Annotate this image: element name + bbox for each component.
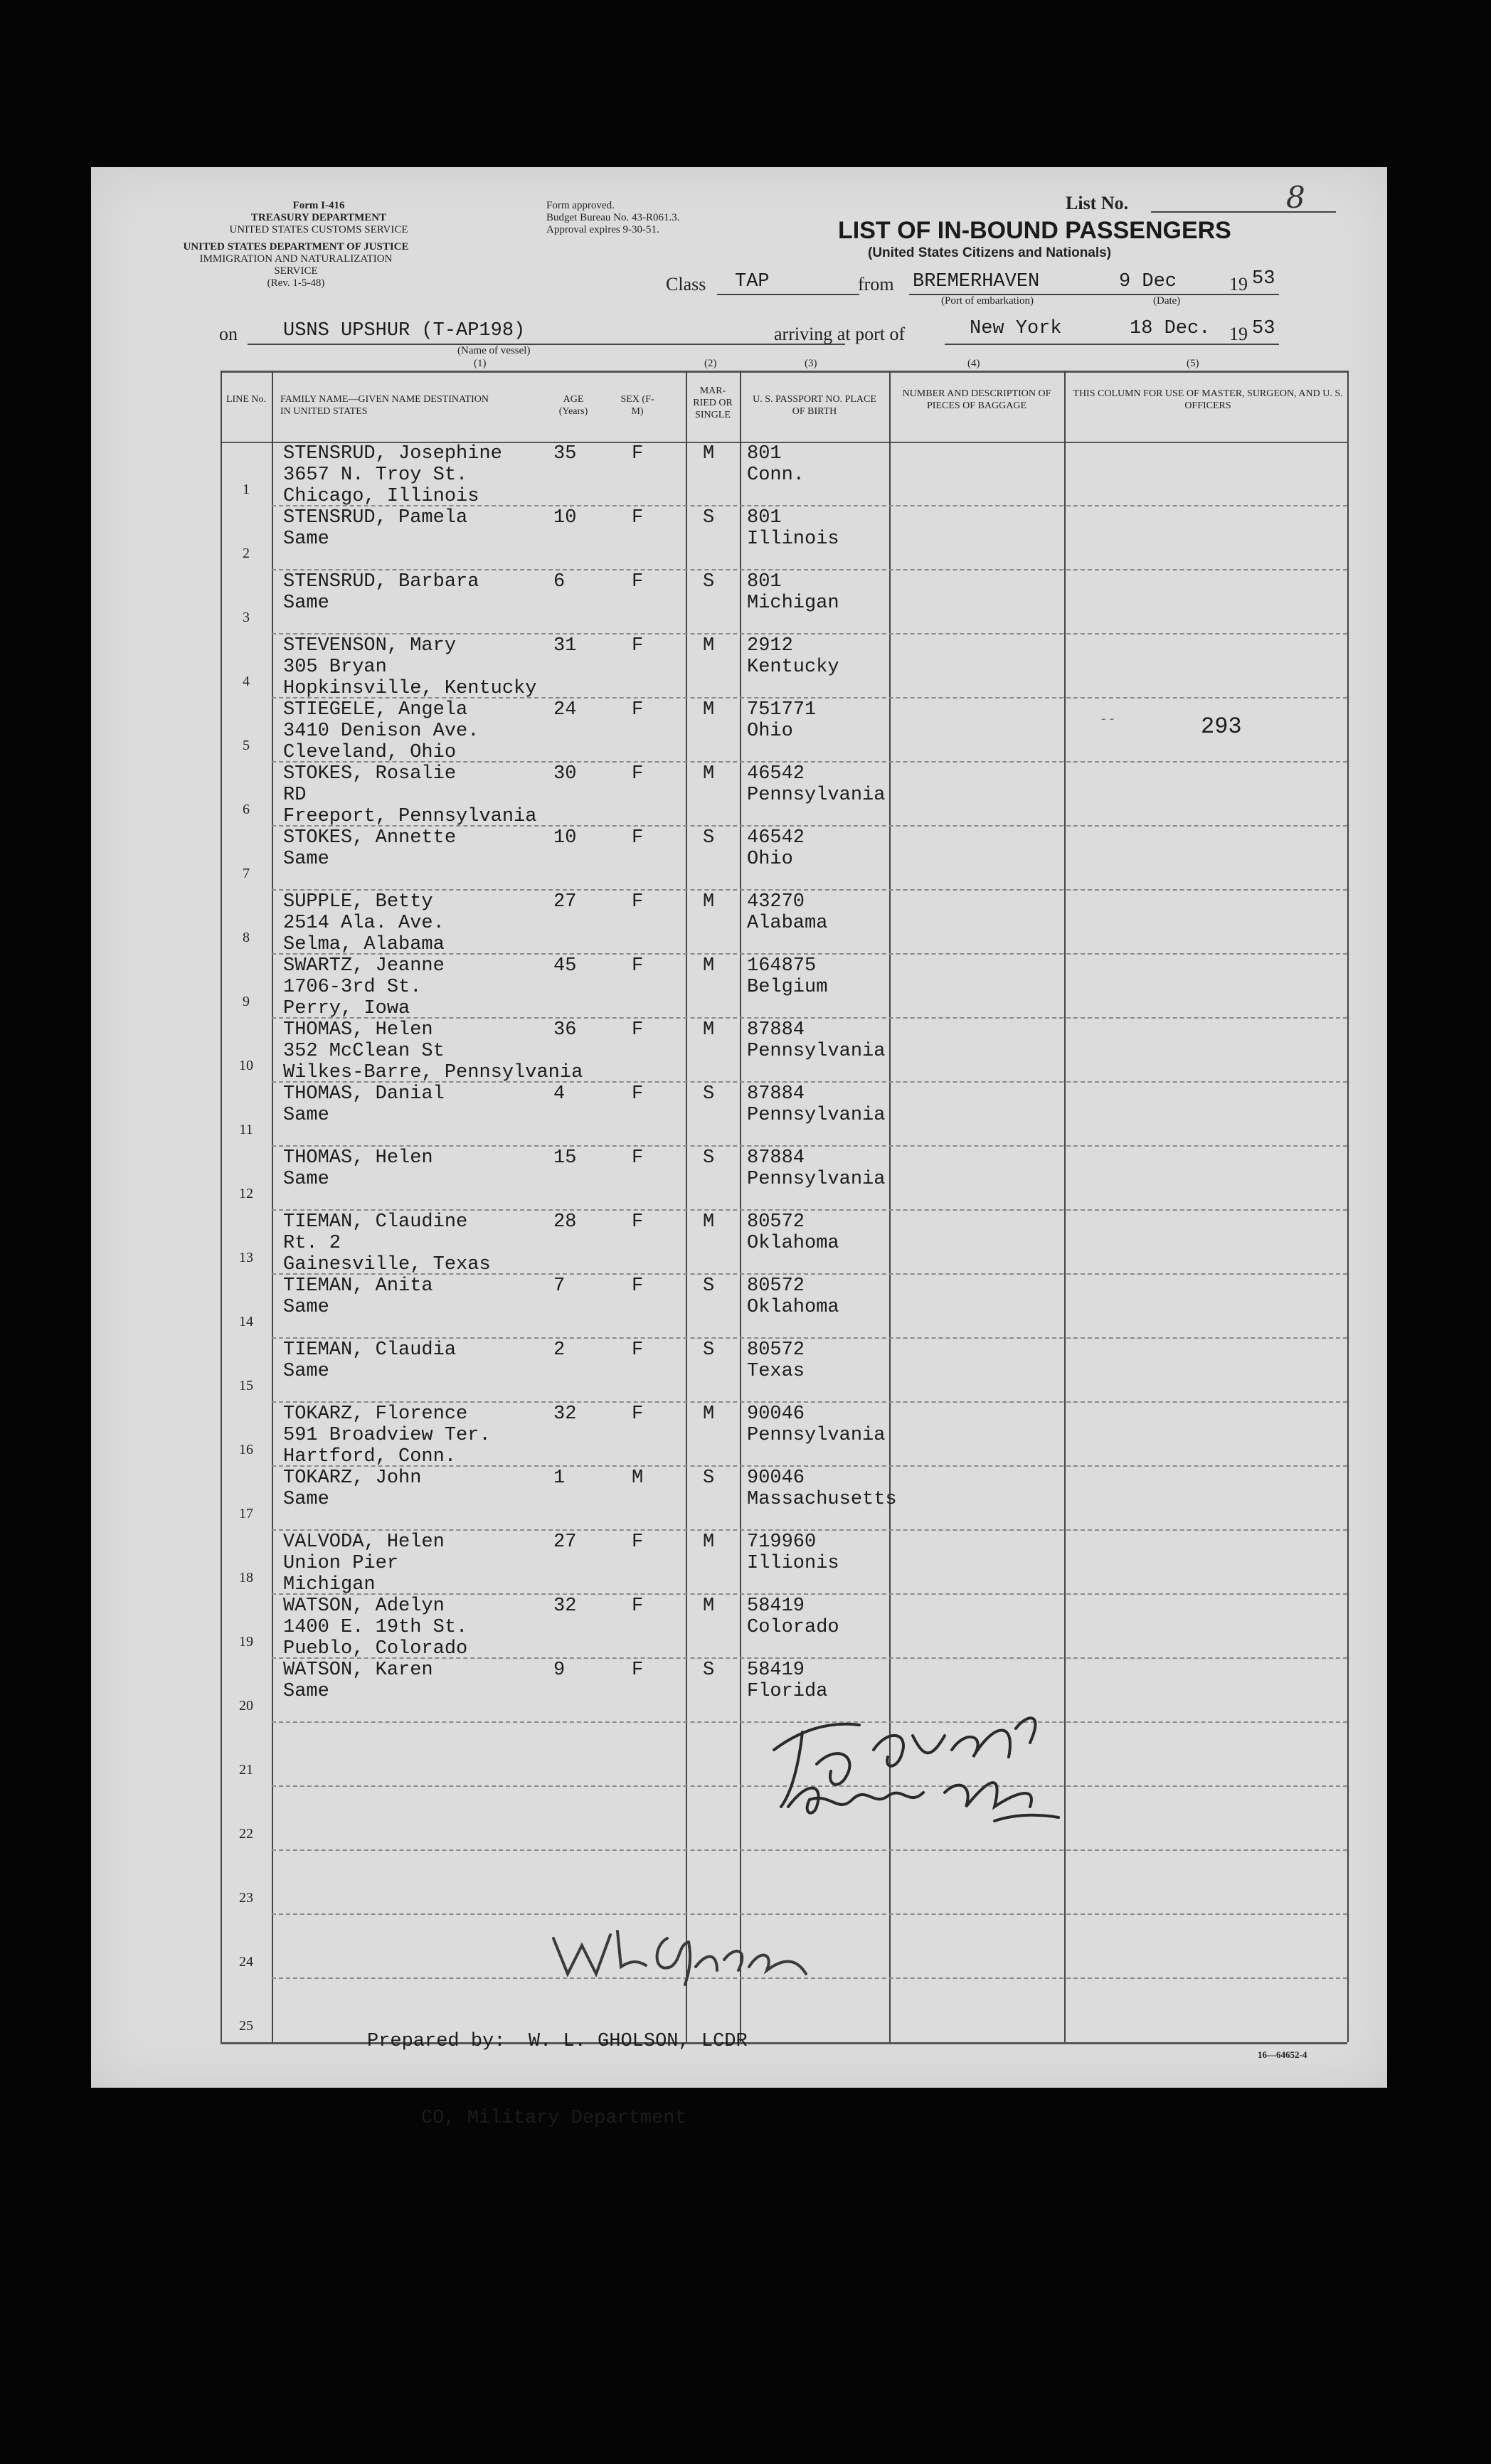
col-head-baggage: NUMBER AND DESCRIPTION OF PIECES OF BAGGAGE xyxy=(902,388,1051,411)
row-sex: F xyxy=(632,1275,644,1297)
row-name: VALVODA, Helen Union Pier Michigan xyxy=(283,1531,445,1595)
row-name: TOKARZ, Florence 591 Broadview Ter. Hartford, Conn. xyxy=(283,1403,491,1467)
row-marital: S xyxy=(703,1083,715,1105)
row-line-number: 4 xyxy=(243,674,250,689)
row-sex: F xyxy=(632,1595,644,1617)
row-sex: F xyxy=(632,571,644,593)
row-sex: F xyxy=(632,443,644,464)
row-marital: M xyxy=(703,1531,715,1553)
form-approved: Form approved. xyxy=(546,200,615,211)
row-sex: F xyxy=(632,1339,644,1361)
table-row xyxy=(91,570,1387,634)
row-name: STIEGELE, Angela 3410 Denison Ave. Cleveland, Ohio xyxy=(283,699,479,763)
row-line-number: 13 xyxy=(239,1250,253,1265)
row-passport: 719960 Illionis xyxy=(747,1531,839,1574)
table-row xyxy=(91,762,1387,826)
port-caption: (Port of embarkation) xyxy=(941,295,1034,307)
approval-block xyxy=(546,200,679,236)
prepared-by-line1: Prepared by: W. L. GHOLSON, LCDR xyxy=(367,2031,748,2052)
row-age: 30 xyxy=(553,763,577,785)
row-name: STENSRUD, Barbara Same xyxy=(283,571,479,614)
row-age: 6 xyxy=(553,571,566,593)
row-age: 7 xyxy=(553,1275,566,1297)
row-line-number: 22 xyxy=(239,1826,253,1842)
row-sex: F xyxy=(632,1211,644,1233)
row-name: SWARTZ, Jeanne 1706-3rd St. Perry, Iowa xyxy=(283,955,445,1019)
row-line-number: 7 xyxy=(243,866,250,881)
row-name: STOKES, Annette Same xyxy=(283,827,457,870)
col-head-married: MAR-RIED OR SINGLE xyxy=(693,386,733,420)
row-age: 28 xyxy=(553,1211,577,1233)
class-underline xyxy=(717,294,859,295)
table-row xyxy=(91,954,1387,1018)
class-label: Class xyxy=(666,274,706,294)
list-no-underline xyxy=(1151,211,1336,213)
row-sex: F xyxy=(632,1660,644,1681)
customs-service: UNITED STATES CUSTOMS SERVICE xyxy=(229,224,408,235)
table-row xyxy=(91,1146,1387,1210)
colnum-4: (4) xyxy=(967,358,980,369)
row-passport: 90046 Pennsylvania xyxy=(747,1403,886,1446)
row-line-number: 12 xyxy=(239,1186,253,1201)
row-sex: F xyxy=(632,635,644,657)
row-name: STENSRUD, Josephine 3657 N. Troy St. Chicago, Illinois xyxy=(283,443,502,507)
row-marital: S xyxy=(703,571,715,593)
row-passport: 2912 Kentucky xyxy=(747,635,839,678)
row-line-number: 5 xyxy=(243,738,250,753)
row-passport: 80572 Texas xyxy=(747,1339,805,1382)
row-sex: F xyxy=(632,1083,644,1105)
table-row xyxy=(91,1786,1387,1850)
row-age: 32 xyxy=(553,1595,577,1617)
row-marital: S xyxy=(703,507,715,529)
row-age: 27 xyxy=(553,891,577,913)
row-passport: 751771 Ohio xyxy=(747,699,817,742)
col-head-passport: U. S. PASSPORT NO. PLACE OF BIRTH xyxy=(753,394,876,417)
colnum-2: (2) xyxy=(704,358,717,369)
row-passport: 80572 Oklahoma xyxy=(747,1275,839,1318)
row-sex: M xyxy=(632,1467,644,1489)
row-age: 35 xyxy=(553,443,577,464)
row-age: 10 xyxy=(553,507,577,529)
table-row xyxy=(91,1466,1387,1530)
row-sex: F xyxy=(632,507,644,529)
row-name: STOKES, Rosalie RD Freeport, Pennsylvania xyxy=(283,763,537,827)
row-passport: 58419 Florida xyxy=(747,1660,828,1702)
ins-service: IMMIGRATION AND NATURALIZATION SERVICE xyxy=(199,253,393,277)
revision: (Rev. 1-5-48) xyxy=(267,277,325,289)
row-age: 1 xyxy=(553,1467,566,1489)
col-head-sex: SEX (F-M) xyxy=(620,394,654,417)
table-top-rule xyxy=(221,371,1347,373)
row-name: TIEMAN, Claudia Same xyxy=(283,1339,457,1382)
row-sex: F xyxy=(632,1019,644,1041)
row-line-number: 9 xyxy=(243,994,250,1009)
row-age: 32 xyxy=(553,1403,577,1425)
table-row xyxy=(91,1402,1387,1466)
row-marital: M xyxy=(703,1403,715,1425)
row-line-number: 14 xyxy=(239,1314,253,1329)
row-sex: F xyxy=(632,827,644,849)
table-row xyxy=(91,1338,1387,1402)
form-number: Form I-416 xyxy=(292,200,345,211)
table-row xyxy=(91,1658,1387,1722)
row-name: WATSON, Adelyn 1400 E. 19th St. Pueblo, Colorado xyxy=(283,1595,468,1660)
row-age: 27 xyxy=(553,1531,577,1553)
row-age: 15 xyxy=(553,1147,577,1169)
col-head-officers: THIS COLUMN FOR USE OF MASTER, SURGEON, AND U. S. OFFICERS xyxy=(1073,388,1343,411)
row-line-number: 1 xyxy=(243,482,250,497)
row-line-number: 25 xyxy=(239,2018,253,2034)
row-name: SUPPLE, Betty 2514 Ala. Ave. Selma, Alabama xyxy=(283,891,445,955)
table-row xyxy=(91,698,1387,762)
row-line-number: 17 xyxy=(239,1506,253,1522)
table-row xyxy=(91,826,1387,890)
row-age: 45 xyxy=(553,955,577,977)
row-age: 31 xyxy=(553,635,577,657)
row-age: 36 xyxy=(553,1019,577,1041)
arrival-underline xyxy=(945,344,1229,345)
row-age: 24 xyxy=(553,699,577,721)
row-passport: 801 Conn. xyxy=(747,443,805,486)
table-row xyxy=(91,1082,1387,1146)
row-passport: 801 Illinois xyxy=(747,507,839,550)
officer-mark: - - xyxy=(1101,711,1115,726)
row-age: 2 xyxy=(553,1339,566,1361)
row-name: THOMAS, Helen Same xyxy=(283,1147,433,1190)
row-marital: M xyxy=(703,699,715,721)
row-sex: F xyxy=(632,1531,644,1553)
row-passport: 46542 Pennsylvania xyxy=(747,763,886,806)
arrival-date: 18 Dec. xyxy=(1130,318,1211,339)
from-value: BREMERHAVEN xyxy=(913,271,1040,292)
row-marital: M xyxy=(703,1019,715,1041)
vessel-colnum: (1) xyxy=(474,358,487,369)
row-passport: 801 Michigan xyxy=(747,571,839,614)
arr-year-underline xyxy=(1222,344,1279,345)
row-name: STENSRUD, Pamela Same xyxy=(283,507,468,550)
row-passport: 87884 Pennsylvania xyxy=(747,1147,886,1190)
row-age: 10 xyxy=(553,827,577,849)
row-marital: M xyxy=(703,1211,715,1233)
row-sex: F xyxy=(632,1147,644,1169)
row-marital: S xyxy=(703,1147,715,1169)
footer-code: 16—64652-4 xyxy=(1258,2049,1307,2060)
row-line-number: 3 xyxy=(243,610,250,625)
row-marital: M xyxy=(703,891,715,913)
dep-year-underline xyxy=(1222,294,1279,295)
arr-year-prefix: 19 xyxy=(1229,324,1248,344)
row-name: TOKARZ, John Same xyxy=(283,1467,422,1510)
table-row xyxy=(91,506,1387,570)
departure-year: 53 xyxy=(1252,268,1275,290)
table-row xyxy=(91,442,1387,506)
approval-expires: Approval expires 9-30-51. xyxy=(546,224,659,235)
dep-year-prefix: 19 xyxy=(1229,274,1248,294)
row-passport: 43270 Alabama xyxy=(747,891,828,934)
from-label: from xyxy=(858,274,894,294)
row-passport: 87884 Pennsylvania xyxy=(747,1019,886,1062)
row-line-number: 2 xyxy=(243,546,250,561)
row-passport: 80572 Oklahoma xyxy=(747,1211,839,1254)
arriving-label: arriving at port of xyxy=(774,324,906,344)
row-passport: 87884 Pennsylvania xyxy=(747,1083,886,1126)
class-value: TAP xyxy=(735,271,770,292)
row-marital: M xyxy=(703,763,715,785)
table-row xyxy=(91,1594,1387,1658)
row-name: WATSON, Karen Same xyxy=(283,1660,433,1702)
table-row xyxy=(91,1018,1387,1082)
row-sex: F xyxy=(632,891,644,913)
departure-date: 9 Dec xyxy=(1119,271,1177,292)
officer-note: 293 xyxy=(1201,713,1242,740)
row-marital: S xyxy=(703,1275,715,1297)
page-title: LIST OF IN-BOUND PASSENGERS xyxy=(838,217,1231,244)
row-sex: F xyxy=(632,1403,644,1425)
row-marital: M xyxy=(703,1595,715,1617)
table-row xyxy=(91,1274,1387,1338)
col-head-name: FAMILY NAME—GIVEN NAME DESTINATION IN UNITED STATES xyxy=(280,394,489,417)
row-marital: S xyxy=(703,1467,715,1489)
col-head-line: LINE No. xyxy=(226,394,266,405)
row-age: 9 xyxy=(553,1660,566,1681)
row-name: THOMAS, Danial Same xyxy=(283,1083,445,1126)
row-marital: S xyxy=(703,1339,715,1361)
prepared-by-line2: CO, Military Department xyxy=(421,2108,686,2129)
manifest-page xyxy=(91,167,1387,2129)
row-line-number: 24 xyxy=(239,1954,253,1970)
row-line-number: 15 xyxy=(239,1378,253,1393)
vessel-underline xyxy=(248,344,845,345)
vessel-caption: (Name of vessel) xyxy=(457,345,531,356)
table-row xyxy=(91,1530,1387,1594)
row-marital: M xyxy=(703,955,715,977)
row-line-number: 21 xyxy=(239,1762,253,1778)
row-line-number: 18 xyxy=(239,1570,253,1586)
row-passport: 58419 Colorado xyxy=(747,1595,839,1638)
prepared-by xyxy=(367,1977,748,2182)
row-name: TIEMAN, Claudine Rt. 2 Gainesville, Texas xyxy=(283,1211,491,1275)
row-name: STEVENSON, Mary 305 Bryan Hopkinsville, Kentucky xyxy=(283,635,537,699)
row-line-number: 23 xyxy=(239,1890,253,1906)
row-line-number: 8 xyxy=(243,930,250,945)
col-head-age: AGE (Years) xyxy=(558,394,588,417)
row-marital: M xyxy=(703,443,715,464)
budget-bureau: Budget Bureau No. 43-R061.3. xyxy=(546,212,680,223)
justice-dept: UNITED STATES DEPARTMENT OF JUSTICE xyxy=(183,241,409,253)
list-no-label: List No. xyxy=(1066,193,1129,213)
row-marital: S xyxy=(703,827,715,849)
row-sex: F xyxy=(632,763,644,785)
table-row xyxy=(91,890,1387,954)
row-line-number: 6 xyxy=(243,802,250,817)
vessel-name: USNS UPSHUR (T-AP198) xyxy=(283,320,526,341)
on-label: on xyxy=(219,324,238,344)
row-passport: 46542 Ohio xyxy=(747,827,805,870)
date-caption: (Date) xyxy=(1153,295,1181,307)
table-row xyxy=(91,1210,1387,1274)
row-sex: F xyxy=(632,699,644,721)
row-name: THOMAS, Helen 352 McClean St Wilkes-Barre, Pennsylvania xyxy=(283,1019,583,1083)
row-name: TIEMAN, Anita Same xyxy=(283,1275,433,1318)
table-row xyxy=(91,634,1387,698)
row-line-number: 19 xyxy=(239,1634,253,1650)
table-row xyxy=(91,1850,1387,1914)
page-subtitle: (United States Citizens and Nationals) xyxy=(868,245,1112,260)
colnum-5: (5) xyxy=(1187,358,1199,369)
list-no-value: 8 xyxy=(1286,180,1305,215)
inspector-signature xyxy=(760,1700,1073,1835)
arrival-year: 53 xyxy=(1252,318,1275,339)
row-age: 4 xyxy=(553,1083,566,1105)
row-line-number: 10 xyxy=(239,1058,253,1073)
row-line-number: 11 xyxy=(239,1122,253,1137)
justice-header xyxy=(182,241,410,290)
arrival-port: New York xyxy=(970,318,1062,339)
colnum-3: (3) xyxy=(805,358,817,369)
row-marital: M xyxy=(703,635,715,657)
row-marital: S xyxy=(703,1660,715,1681)
form-header-left xyxy=(212,200,425,236)
row-passport: 90046 Massachusetts xyxy=(747,1467,897,1510)
row-passport: 164875 Belgium xyxy=(747,955,828,998)
table-row xyxy=(91,1722,1387,1786)
treasury-dept: TREASURY DEPARTMENT xyxy=(250,212,387,223)
row-line-number: 20 xyxy=(239,1698,253,1714)
row-line-number: 16 xyxy=(239,1442,253,1457)
row-sex: F xyxy=(632,955,644,977)
